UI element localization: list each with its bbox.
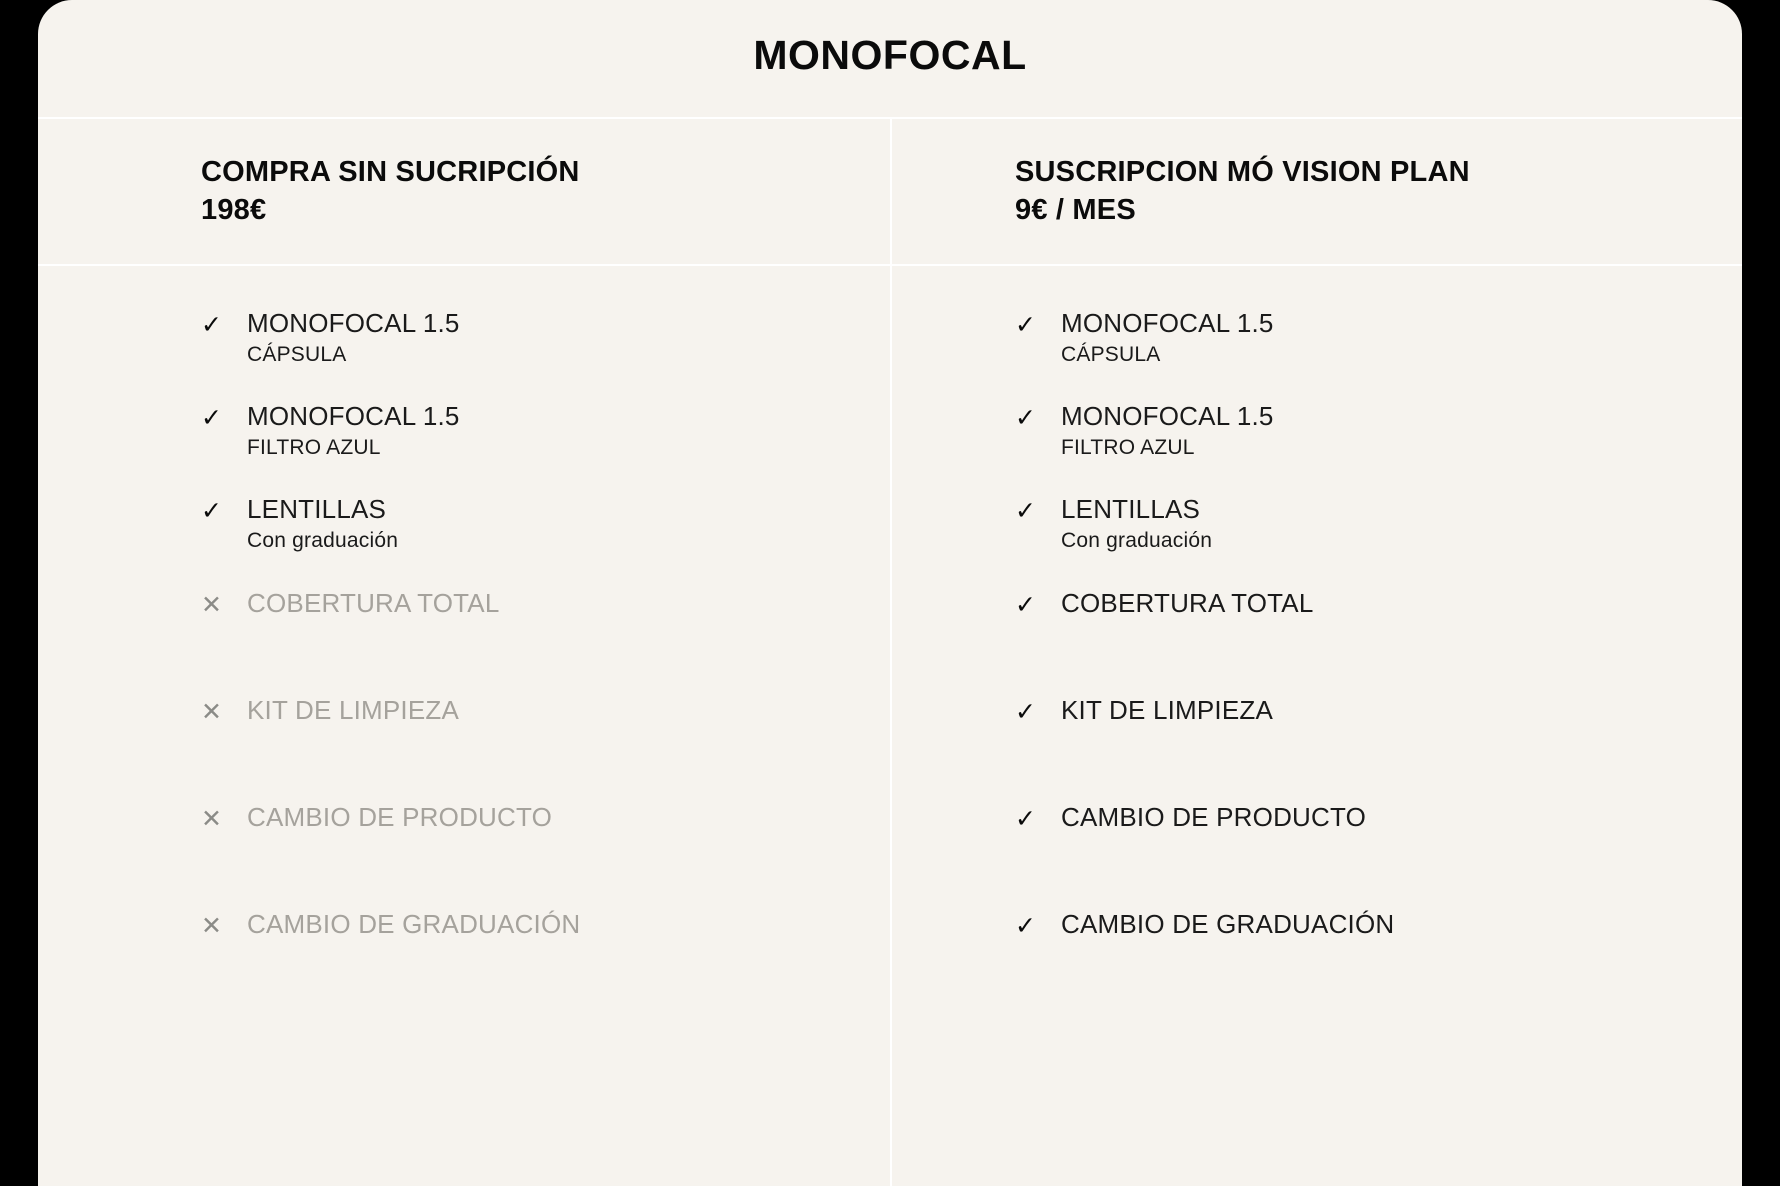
check-icon: ✓ <box>201 496 222 526</box>
feature-texts <box>231 909 580 940</box>
feature-texts <box>231 401 460 463</box>
feature-label: CAMBIO DE PRODUCTO <box>247 801 553 832</box>
cross-icon: ✕ <box>201 696 222 726</box>
feature-label: MONOFOCAL 1.5 <box>247 308 460 338</box>
plan-column-subscription <box>890 119 1742 1186</box>
feature-label: MONOFOCAL 1.5 <box>1061 401 1274 432</box>
feature-texts <box>231 802 552 833</box>
feature-label: LENTILLAS <box>247 494 387 525</box>
feature-row <box>201 909 890 963</box>
feature-label: CAMBIO DE GRADUACIÓN <box>1061 908 1395 939</box>
feature-texts <box>1045 909 1394 940</box>
check-icon: ✓ <box>1015 696 1036 726</box>
feature-row <box>201 494 890 556</box>
feature-label: KIT DE LIMPIEZA <box>1061 694 1274 725</box>
feature-row <box>1015 588 1742 642</box>
feature-texts <box>1045 802 1366 833</box>
feature-row <box>1015 494 1742 556</box>
feature-row <box>1015 308 1742 370</box>
feature-row <box>1015 695 1742 749</box>
plan-columns <box>38 119 1742 1186</box>
feature-list-subscription <box>890 264 1742 963</box>
check-icon: ✓ <box>1015 403 1036 433</box>
plan-header-subscription <box>890 119 1742 264</box>
check-icon: ✓ <box>1015 910 1036 940</box>
feature-sublabel: Con graduación <box>1061 529 1213 553</box>
check-icon: ✓ <box>201 310 222 339</box>
feature-texts <box>231 494 398 556</box>
feature-label: CAMBIO DE PRODUCTO <box>1061 801 1367 832</box>
comparison-card <box>38 0 1742 1186</box>
feature-sublabel: FILTRO AZUL <box>247 435 381 459</box>
feature-label: COBERTURA TOTAL <box>1061 587 1314 618</box>
feature-sublabel: CÁPSULA <box>1061 342 1161 366</box>
feature-sublabel: FILTRO AZUL <box>1061 435 1195 459</box>
plan-name: COMPRA SIN SUCRIPCIÓN <box>201 156 580 188</box>
plan-column-purchase <box>38 119 890 1186</box>
check-icon: ✓ <box>1015 496 1036 526</box>
cross-icon: ✕ <box>201 589 222 619</box>
feature-row <box>1015 802 1742 856</box>
feature-row <box>201 695 890 749</box>
feature-label: MONOFOCAL 1.5 <box>247 401 460 432</box>
feature-texts <box>231 695 459 726</box>
plan-name: SUSCRIPCION MÓ VISION PLAN <box>1015 156 1470 188</box>
feature-texts <box>1045 695 1273 726</box>
feature-row <box>1015 909 1742 963</box>
feature-texts <box>231 308 460 370</box>
feature-row <box>201 308 890 370</box>
feature-label: KIT DE LIMPIEZA <box>247 694 460 725</box>
feature-sublabel: Con graduación <box>247 529 399 553</box>
check-icon: ✓ <box>1015 589 1036 619</box>
feature-row <box>201 401 890 463</box>
feature-texts <box>1045 494 1212 556</box>
check-icon: ✓ <box>1015 803 1036 833</box>
plan-header-purchase <box>38 119 890 264</box>
check-icon: ✓ <box>201 403 222 433</box>
cross-icon: ✕ <box>201 803 222 833</box>
feature-list-purchase <box>38 264 890 963</box>
feature-texts <box>231 588 499 619</box>
plan-price: 9€ / MES <box>1015 194 1136 227</box>
feature-label: CAMBIO DE GRADUACIÓN <box>247 908 581 939</box>
feature-label: COBERTURA TOTAL <box>247 587 500 618</box>
feature-label: MONOFOCAL 1.5 <box>1061 308 1274 338</box>
page-title: MONOFOCAL <box>753 32 1027 78</box>
plan-price: 198€ <box>201 194 267 227</box>
feature-texts <box>1045 588 1313 619</box>
feature-row <box>1015 401 1742 463</box>
check-icon: ✓ <box>1015 310 1036 339</box>
feature-row <box>201 588 890 642</box>
feature-texts <box>1045 308 1274 370</box>
feature-row <box>201 802 890 856</box>
feature-texts <box>1045 401 1274 463</box>
cross-icon: ✕ <box>201 910 222 940</box>
feature-label: LENTILLAS <box>1061 494 1201 525</box>
feature-sublabel: CÁPSULA <box>247 342 347 366</box>
